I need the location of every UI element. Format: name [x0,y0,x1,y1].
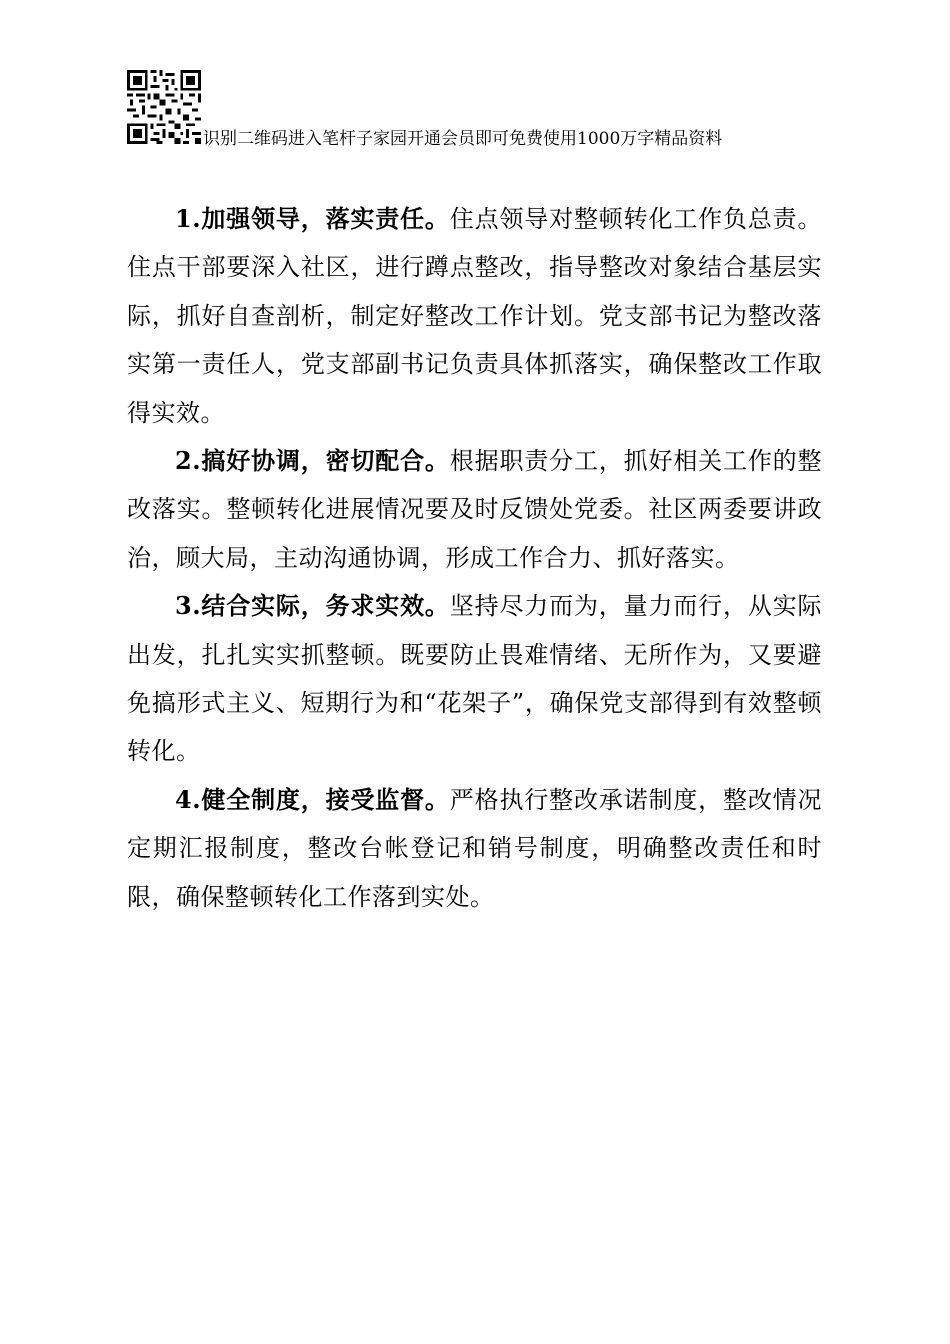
paragraph-4-heading: 4.健全制度，接受监督。 [175,784,450,814]
promo-caption: 识别二维码进入笔杆子家园开通会员即可免费使用1000万字精品资料 [203,129,723,149]
paragraph-2-text: 根据职责分工，抓好相关工作的整改落实。整顿转化进展情况要及时反馈处党委。社区两委要讲政治，顾大局，主动沟通协调，形成工作合力、抓好落实。 [127,447,823,572]
paragraph-1-text: 住点领导对整顿转化工作负总责。住点干部要深入社区，进行蹲点整改，指导整改对象结合基层实际，抓好自查剖析，制定好整改工作计划。党支部书记为整改落实第一责任人，党支部副书记负责具体抓落实，确保整改工作取得实效。 [127,205,823,427]
paragraph-1-heading: 1.加强领导，落实责任。 [175,204,450,233]
paragraph-1 [127,195,822,437]
page-header [127,70,827,150]
paragraph-3-heading: 3.结合实际，务求实效。 [175,591,450,621]
paragraph-4-text: 严格执行整改承诺制度，整改情况定期汇报制度，整改台帐登记和销号制度，明确整改责任和时限，确保整顿转化工作落到实处。 [127,785,823,911]
paragraph-2-heading: 2.搞好协调，密切配合。 [175,446,450,476]
paragraph-3 [127,582,822,776]
paragraph-2 [127,437,822,582]
document-body [127,195,822,921]
qr-code-icon[interactable] [127,70,201,144]
paragraph-4 [127,776,822,921]
paragraph-3-text: 坚持尽力而为，量力而行，从实际出发，扎扎实实抓整顿。既要防止畏难情绪、无所作为，又要避免搞形式主义、短期行为和“花架子”，确保党支部得到有效整顿转化。 [127,592,823,766]
